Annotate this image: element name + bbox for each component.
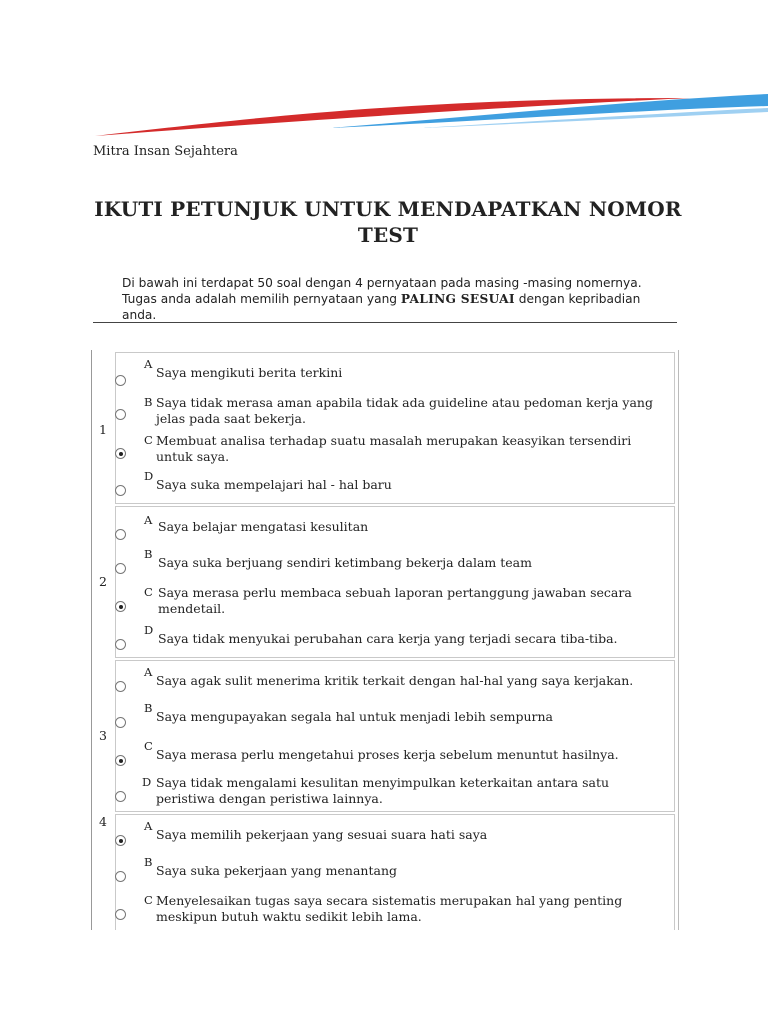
radio-button-selected[interactable] [115, 448, 126, 459]
table-left-border [91, 350, 92, 930]
option-text: Saya tidak merasa aman apabila tidak ada guideline atau pedoman kerja yang jelas pada saat bekerja. [156, 395, 653, 426]
option-letter: A [144, 665, 153, 679]
option-letter: A [144, 513, 153, 527]
option-text: Saya agak sulit menerima kritik terkait dengan hal-hal yang saya kerjakan. [156, 673, 634, 688]
company-name: Mitra Insan Sejahtera [93, 144, 238, 159]
radio-button[interactable] [115, 717, 126, 728]
question-number: 4 [99, 814, 107, 829]
option-text: Saya tidak mengalami kesulitan menyimpulkan keterkaitan antara satu peristiwa dengan peristiwa lainnya. [156, 775, 610, 806]
divider-line [93, 322, 677, 323]
radio-button[interactable] [115, 409, 126, 420]
option-text: Saya mengikuti berita terkini [156, 365, 343, 380]
option-letter: A [144, 357, 153, 371]
option-text: Menyelesaikan tugas saya secara sistematis merupakan hal yang penting meskipun butuh waktu sedikit lebih lama. [156, 893, 623, 924]
instructions-text-1: Di bawah ini terdapat 50 soal dengan 4 pernyataan pada masing -masing nomernya. Tugas anda adalah memilih pernyataan yang [122, 276, 642, 306]
option-text: Saya belajar mengatasi kesulitan [158, 519, 369, 534]
option-text: Saya suka pekerjaan yang menantang [156, 863, 397, 878]
question-3-options [115, 660, 675, 812]
question-1-options [115, 352, 675, 504]
title-line-1: IKUTI PETUNJUK UNTUK MENDAPATKAN NOMOR [94, 197, 682, 221]
radio-button[interactable] [115, 681, 126, 692]
option-letter: A [144, 819, 153, 833]
option-letter: C [144, 585, 153, 599]
radio-button[interactable] [115, 639, 126, 650]
option-letter: C [144, 739, 153, 753]
option-letter: C [144, 433, 153, 447]
option-text: Saya merasa perlu membaca sebuah laporan pertanggung jawaban secara mendetail. [158, 585, 632, 616]
option-letter: D [142, 775, 152, 789]
question-number: 2 [99, 574, 107, 589]
instructions-text-2: dengan kepribadian anda. [122, 292, 641, 322]
option-letter: B [144, 547, 153, 561]
radio-button-selected[interactable] [115, 835, 126, 846]
option-text: Saya tidak menyukai perubahan cara kerja yang terjadi secara tiba-tiba. [158, 631, 618, 646]
question-4-options [115, 814, 675, 930]
option-text: Membuat analisa terhadap suatu masalah merupakan keasyikan tersendiri untuk saya. [156, 433, 632, 464]
option-letter: B [144, 701, 153, 715]
title-line-2: TEST [357, 223, 419, 247]
option-letter: D [144, 469, 154, 483]
instructions-emphasis: PALING SESUAI [400, 292, 515, 306]
option-text: Saya suka mempelajari hal - hal baru [156, 477, 392, 492]
radio-button[interactable] [115, 375, 126, 386]
header-swoosh-graphic [0, 70, 768, 150]
table-right-border [678, 350, 679, 930]
radio-button[interactable] [115, 909, 126, 920]
option-text: Saya memilih pekerjaan yang sesuai suara hati saya [156, 827, 488, 842]
option-text: Saya mengupayakan segala hal untuk menjadi lebih sempurna [156, 709, 553, 724]
radio-button[interactable] [115, 871, 126, 882]
red-swoosh [95, 98, 690, 136]
option-letter: B [144, 395, 153, 409]
radio-button-selected[interactable] [115, 755, 126, 766]
instructions-paragraph [122, 275, 667, 323]
option-letter: B [144, 855, 153, 869]
radio-button-selected[interactable] [115, 601, 126, 612]
option-letter: D [144, 623, 154, 637]
option-text: Saya suka berjuang sendiri ketimbang bekerja dalam team [158, 555, 532, 570]
questions-table [91, 350, 679, 930]
question-2-options [115, 506, 675, 658]
radio-button[interactable] [115, 563, 126, 574]
question-number: 3 [99, 728, 107, 743]
question-number: 1 [99, 422, 107, 437]
radio-button[interactable] [115, 791, 126, 802]
radio-button[interactable] [115, 529, 126, 540]
option-text: Saya merasa perlu mengetahui proses kerja sebelum menuntut hasilnya. [156, 747, 619, 762]
page-title [93, 196, 683, 248]
radio-button[interactable] [115, 485, 126, 496]
option-letter: C [144, 893, 153, 907]
